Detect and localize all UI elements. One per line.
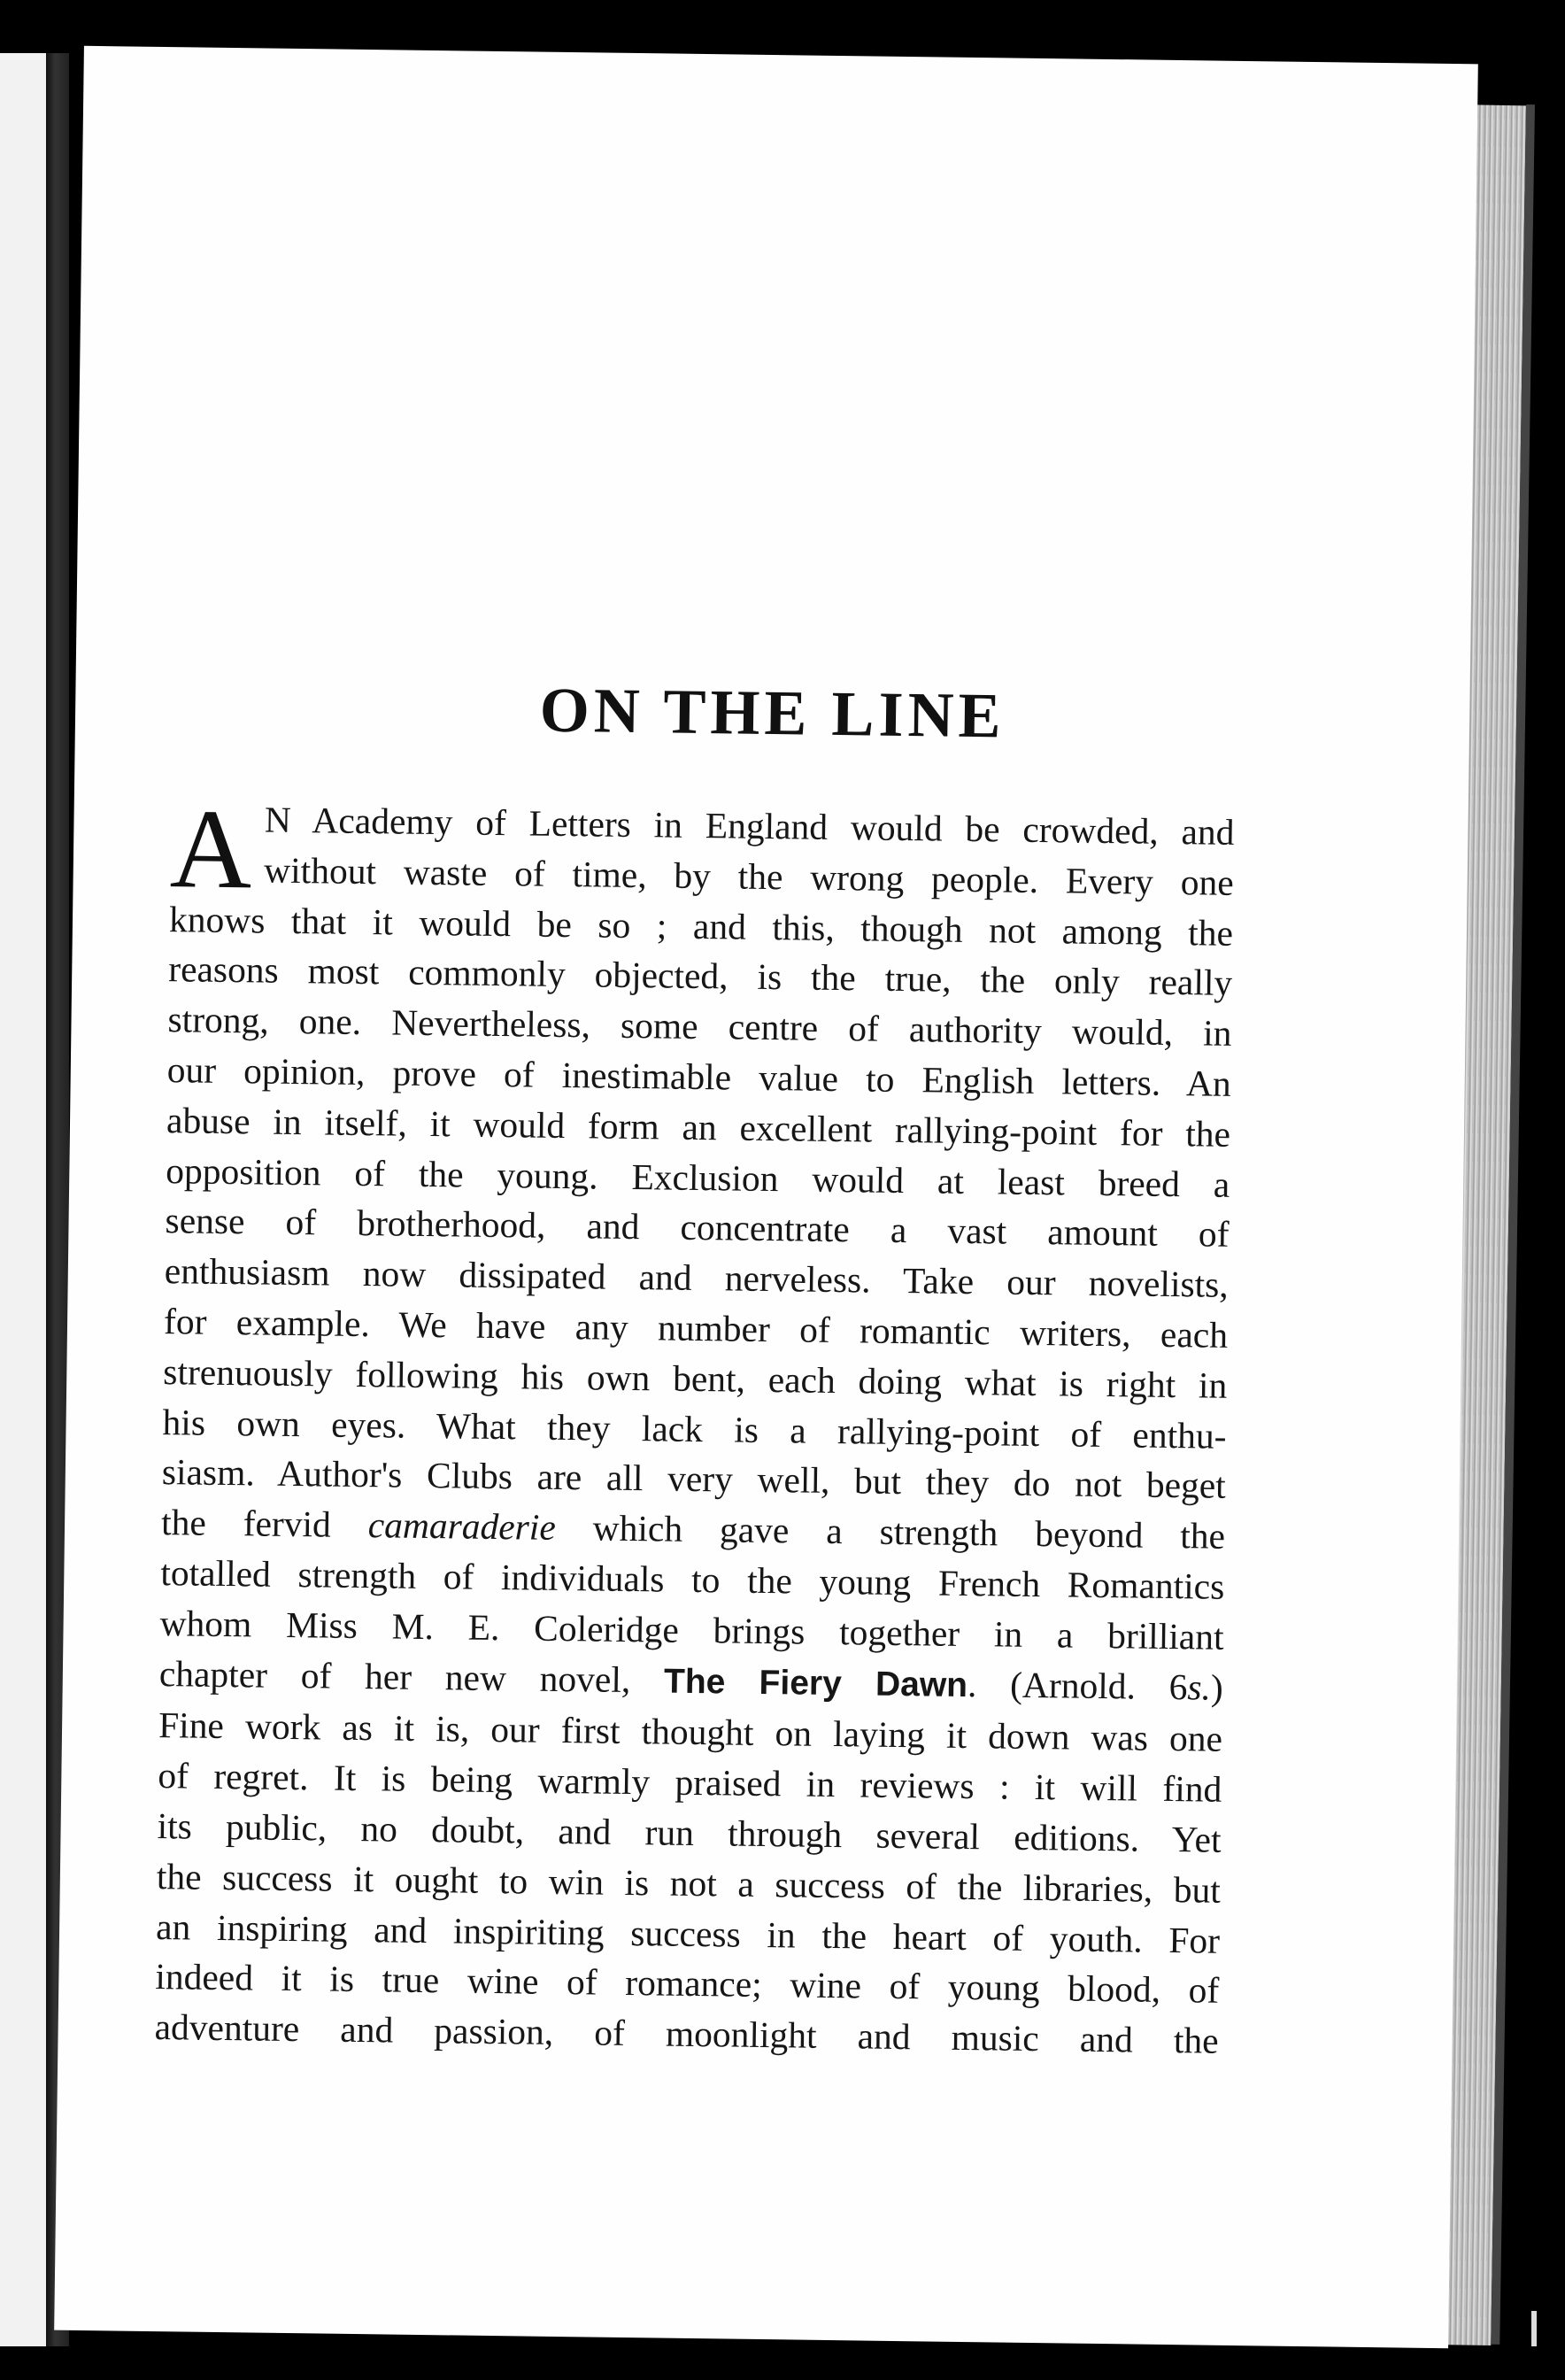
text-line-5: strong, one. Nevertheless, some centre of authority would, in bbox=[167, 999, 1232, 1055]
book-title: The Fiery Dawn bbox=[663, 1662, 968, 1704]
italic-word: camaraderie bbox=[367, 1504, 557, 1549]
text-line-18-close: ) bbox=[1210, 1666, 1224, 1708]
text-line-7: abuse in itself, it would form an excellent rallying-point for the bbox=[166, 1099, 1231, 1155]
text-line-1-content: Academy of Letters in England would be crowded, and bbox=[312, 800, 1235, 853]
facing-page-edge bbox=[0, 53, 46, 2346]
text-line-14: siasm. Author's Clubs are all very well, but they do not beget bbox=[161, 1451, 1227, 1507]
text-line-23: an inspiring and inspiriting success in the heart of youth. For bbox=[155, 1905, 1221, 1961]
text-line-24: indeed it is true wine of romance; wine of young blood, of bbox=[155, 1956, 1220, 2012]
text-line-12: strenuously following his own bent, each doing what is right in bbox=[163, 1350, 1228, 1406]
price-unit: s. bbox=[1187, 1665, 1212, 1708]
text-line-21: its public, no doubt, and run through several editions. Yet bbox=[157, 1804, 1222, 1860]
text-line-9: sense of brotherhood, and concentrate a vast amount of bbox=[165, 1200, 1230, 1256]
text-line-3: knows that it would be so ; and this, though not among the bbox=[168, 898, 1234, 954]
text-line-4: reasons most commonly objected, is the true, the only really bbox=[168, 948, 1233, 1004]
text-line-19: Fine work as it is, our first thought on laying it down was one bbox=[158, 1704, 1223, 1760]
text-line-16: totalled strength of individuals to the young French Romantics bbox=[160, 1552, 1225, 1607]
text-line-2: without waste of time, by the wrong people. Every one bbox=[263, 849, 1234, 903]
text-line-15-end: which gave a strength beyond the bbox=[555, 1507, 1226, 1557]
text-line-17: whom Miss M. E. Coleridge brings together in a brilliant bbox=[159, 1602, 1224, 1658]
drop-cap: A bbox=[169, 785, 253, 913]
text-line-18-end: . (Arnold. 6 bbox=[967, 1663, 1188, 1707]
text-line-6: our opinion, prove of inestimable value to English letters. An bbox=[166, 1049, 1232, 1104]
text-line-22: the success it ought to win is not a success of the libraries, but bbox=[156, 1855, 1222, 1911]
text-line-8: opposition of the young. Exclusion would at least breed a bbox=[166, 1149, 1230, 1205]
text-line-11: for example. We have any number of romantic writers, each bbox=[163, 1301, 1229, 1356]
book-page bbox=[54, 46, 1478, 2348]
text-line-25: adventure and passion, of moonlight and music and the bbox=[154, 2006, 1219, 2061]
text-line-18-start: chapter of her new novel, bbox=[158, 1652, 665, 1701]
text-line-15-start: the fervid bbox=[160, 1502, 369, 1546]
text-line-13: his own eyes. What they lack is a rallying-point of enthu- bbox=[162, 1401, 1227, 1457]
scan-artifact bbox=[1531, 2311, 1537, 2346]
chapter-title: ON THE LINE bbox=[539, 674, 1006, 752]
text-line-10: enthusiasm now dissipated and nerveless. Take our novelists, bbox=[164, 1250, 1230, 1306]
article-body bbox=[154, 785, 1235, 2067]
first-word-rest: N bbox=[264, 799, 292, 840]
text-line-20: of regret. It is being warmly praised in reviews : it will find bbox=[158, 1755, 1222, 1810]
